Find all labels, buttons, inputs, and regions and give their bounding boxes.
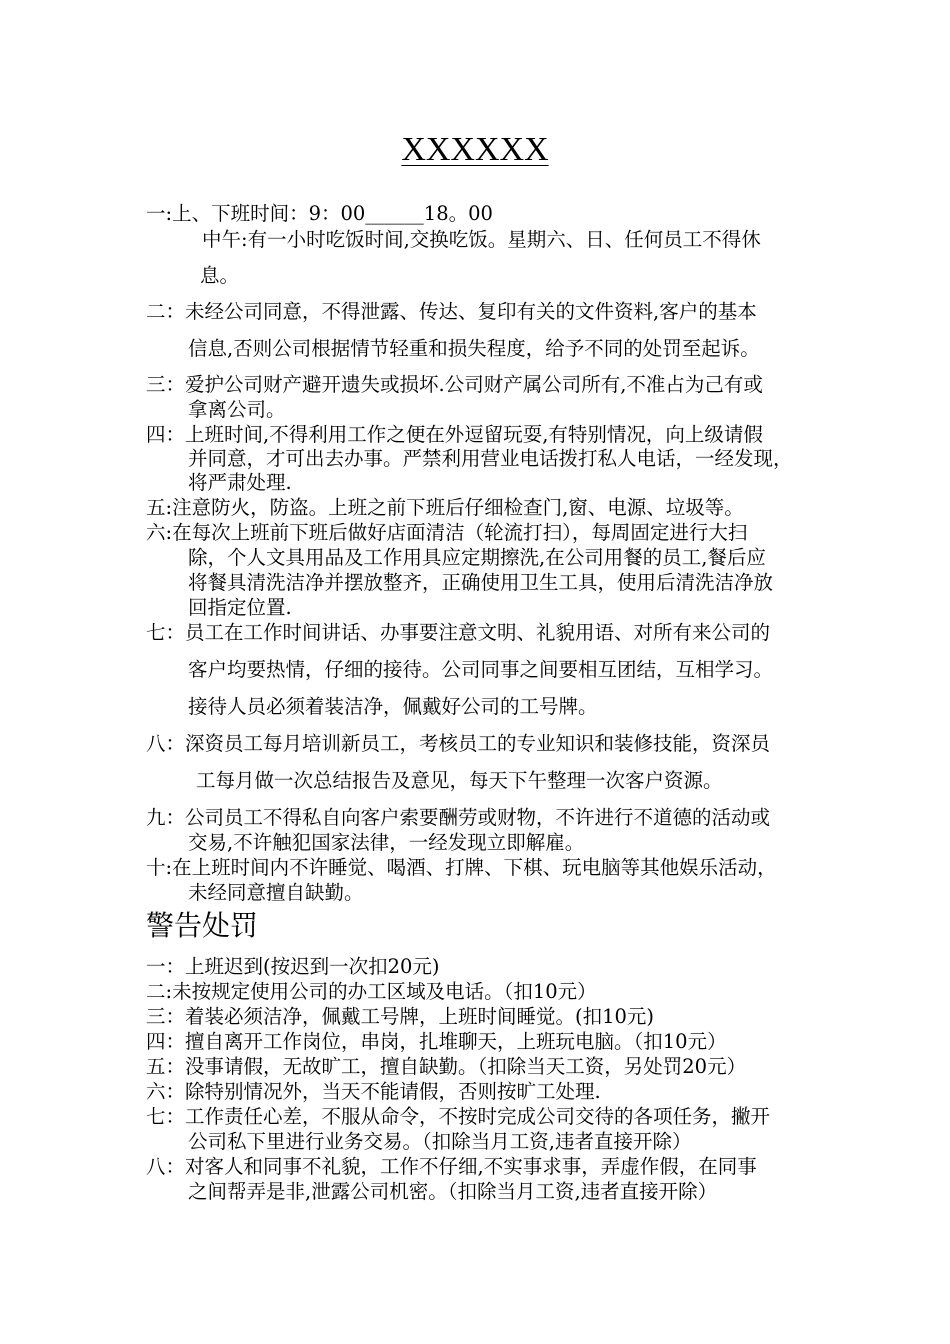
penalty-5-line-1: 五：没事请假，无故旷工，擅自缺勤。（扣除当天工资，另处罚20元）: [146, 1055, 747, 1078]
rule-3-line-2: 拿离公司。: [188, 398, 286, 421]
rule-10-line-1: 十:在上班时间内不许睡觉、喝酒、打牌、下棋、玩电脑等其他娱乐活动，: [146, 856, 777, 879]
document-title: XXXXXX: [401, 131, 549, 168]
penalty-2-line-1: 二:未按规定使用公司的办工区域及电话。（扣10元）: [146, 980, 597, 1003]
rule-7-line-3: 接待人员必须着装洁净，佩戴好公司的工号牌。: [188, 695, 598, 718]
rule-7-line-2: 客户均要热情，仔细的接待。公司同事之间要相互团结，互相学习。: [188, 658, 774, 681]
rule-8-line-1: 八：深资员工每月培训新员工，考核员工的专业知识和装修技能，资深员: [146, 732, 771, 755]
rule-10-line-2: 未经同意擅自缺勤。: [188, 881, 364, 904]
rule-5-line-1: 五:注意防火，防盗。上班之前下班后仔细检查门,窗、电源、垃圾等。: [146, 496, 744, 519]
penalty-7-line-2: 公司私下里进行业务交易。（扣除当月工资,违者直接开除）: [188, 1130, 692, 1153]
penalty-4-line-1: 四：擅自离开工作岗位，串岗，扎堆聊天，上班玩电脑。（扣10元）: [146, 1030, 727, 1053]
rule-1-line-1: 一:上、下班时间：9：00______18。00: [146, 202, 493, 225]
penalty-8-line-1: 八：对客人和同事不礼貌，工作不仔细,不实事求事，弄虚作假，在同事: [146, 1155, 757, 1178]
rule-6-line-3: 将餐具清洗洁净并摆放整齐，正确使用卫生工具，使用后清洗洁净放: [188, 571, 774, 594]
rule-2-line-2: 信息,否则公司根据情节轻重和损失程度，给予不同的处罚至起诉。: [188, 337, 760, 360]
penalty-8-line-2: 之间帮弄是非,泄露公司机密。（扣除当月工资,违者直接开除）: [188, 1180, 718, 1203]
rule-6-line-4: 回指定位置.: [188, 596, 292, 619]
rule-7-line-1: 七：员工在工作时间讲话、办事要注意文明、礼貌用语、对所有来公司的: [146, 621, 771, 644]
rule-9-line-2: 交易,不许触犯国家法律，一经发现立即解雇。: [188, 831, 585, 854]
rule-8-line-2: 工每月做一次总结报告及意见，每天下午整理一次客户资源。: [196, 769, 723, 792]
rule-1-line-2: 中午:有一小时吃饭时间,交换吃饭。星期六、日、任何员工不得休: [202, 228, 761, 251]
penalty-1-line-1: 一：上班迟到(按迟到一次扣20元): [146, 955, 440, 978]
rule-9-line-1: 九：公司员工不得私自向客户索要酬劳或财物，不许进行不道德的活动或: [146, 806, 771, 829]
rule-6-line-2: 除，个人文具用品及工作用具应定期擦洗,在公司用餐的员工,餐后应: [188, 546, 766, 569]
penalty-heading: 警告处罚: [146, 909, 259, 942]
rule-2-line-1: 二：未经公司同意，不得泄露、传达、复印有关的文件资料,客户的基本: [146, 300, 757, 323]
rule-4-line-2: 并同意，才可出去办事。严禁利用营业电话拨打私人电话，一经发现，: [188, 447, 793, 470]
penalty-7-line-1: 七：工作责任心差，不服从命令，不按时完成公司交待的各项任务，撇开: [146, 1105, 771, 1128]
rule-3-line-1: 三：爱护公司财产避开遗失或损坏.公司财产属公司所有,不准占为己有或: [146, 373, 763, 396]
penalty-6-line-1: 六：除特别情况外，当天不能请假，否则按旷工处理.: [146, 1080, 601, 1103]
rule-1-line-3: 息。: [200, 264, 240, 287]
penalty-3-line-1: 三：着装必须洁净，佩戴工号牌，上班时间睡觉。(扣10元): [146, 1005, 655, 1028]
rule-4-line-3: 将严肃处理.: [188, 471, 292, 494]
rule-4-line-1: 四：上班时间,不得利用工作之便在外逗留玩耍,有特别情况，向上级请假: [146, 423, 763, 446]
rule-6-line-1: 六:在每次上班前下班后做好店面清洁（轮流打扫），每周固定进行大扫: [146, 521, 748, 544]
